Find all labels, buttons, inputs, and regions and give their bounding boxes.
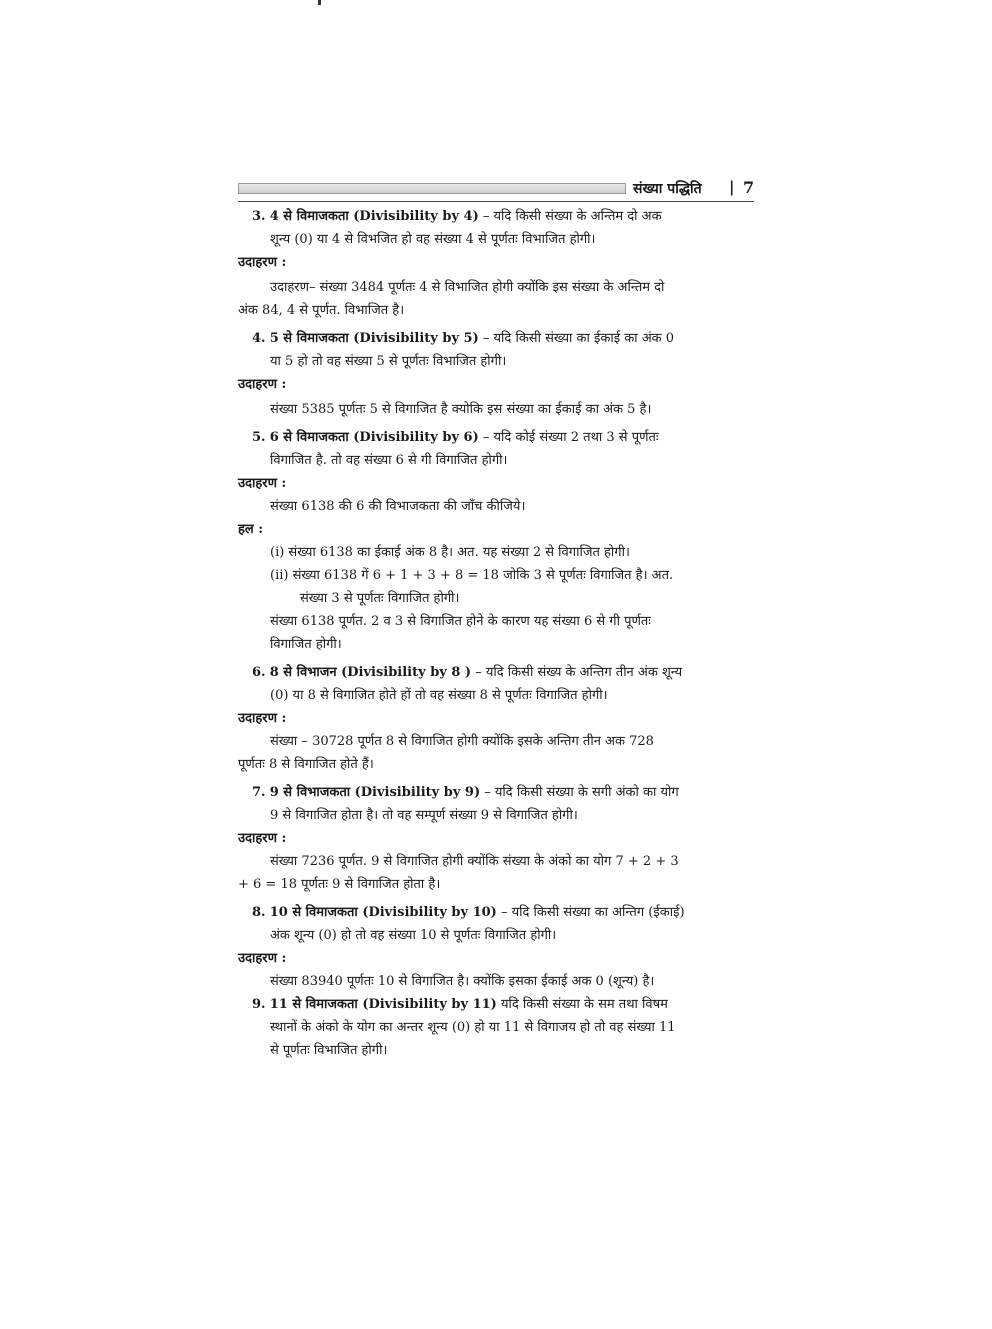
rule-text: – यदि किसी संख्या के अन्तिम दो अक [478, 209, 662, 224]
example-text: अंक 84, 4 से पूर्णत. विभाजित है। [238, 303, 405, 318]
example-label: उदाहरण : [238, 377, 287, 392]
example-label: उदाहरण : [238, 476, 287, 491]
example-label: उदाहरण : [238, 255, 287, 270]
header-decorative-bar [238, 183, 626, 194]
section-title: 10 से विमाजकता (Divisibility by 10) [269, 905, 497, 920]
example-text: संख्या 6138 की 6 की विभाजकता की जाँच कीजिये। [270, 499, 526, 514]
rule-text: – यदि किसी संख्य के अन्तिग तीन अंक शून्य [471, 665, 683, 680]
section-divisibility-10 [238, 901, 756, 993]
example-text: उदाहरण– संख्या 3484 पूर्णतः 4 से विभाजित होगी क्योंकि इस संख्या के अन्तिम दो [270, 280, 665, 295]
section-number: 5. [252, 430, 266, 445]
page-body [238, 205, 756, 1062]
rule-text: – यदि किसी संख्या का ईकाई का अंक 0 [478, 331, 675, 346]
section-divisibility-4 [238, 205, 756, 322]
section-number: 8. [252, 905, 266, 920]
example-text: संख्या 83940 पूर्णतः 10 से विगाजित है। क्योंकि इसका ईकाई अक 0 (शून्य) है। [270, 974, 655, 989]
rule-text: शून्य (0) या 4 से विभजित हो वह संख्या 4 से पूर्णतः विभाजित होगी। [270, 232, 596, 247]
rule-text: – यदि किसी संख्या के सगी अंको का योग [480, 785, 679, 800]
section-divisibility-9 [238, 781, 756, 896]
section-divisibility-8 [238, 661, 756, 776]
rule-text: विगाजित है. तो वह संख्या 6 से गी विगाजित होगी। [270, 453, 508, 468]
section-title: 6 से विमाजकता (Divisibility by 6) [269, 430, 479, 445]
example-text: + 6 = 18 पूर्णतः 9 से विगाजित होता है। [238, 877, 441, 892]
section-number: 3. [252, 209, 266, 224]
example-text: पूर्णतः 8 से विगाजित होते हैं। [238, 757, 374, 772]
section-title: 8 से विभाजन (Divisibility by 8 ) [269, 665, 472, 680]
solution-label: हल : [238, 522, 264, 537]
example-label: उदाहरण : [238, 831, 287, 846]
solution-step-ii: (ii) संख्या 6138 गें 6 + 1 + 3 + 8 = 18 जोकि 3 से पूर्णतः विगाजित है। अत. [270, 568, 674, 583]
conclusion-text: संख्या 6138 पूर्णत. 2 व 3 से विगाजित होने के कारण यह संख्या 6 से गी पूर्णतः [270, 614, 651, 629]
section-title: 9 से विभाजकता (Divisibility by 9) [269, 785, 481, 800]
header-rule [238, 201, 754, 202]
section-number: 6. [252, 665, 266, 680]
section-title: 4 से विमाजकता (Divisibility by 4) [269, 209, 479, 224]
header-separator: | [729, 178, 735, 196]
example-label: उदाहरण : [238, 951, 287, 966]
scan-artifact-mark [318, 0, 321, 5]
section-divisibility-6 [238, 426, 756, 656]
chapter-title: संख्या पद्धिति [633, 181, 702, 197]
rule-text: यदि किसी संख्या के सम तथा विषम [496, 997, 668, 1012]
section-divisibility-11 [238, 993, 756, 1062]
section-number: 7. [252, 785, 266, 800]
rule-text: या 5 हो तो वह संख्या 5 से पूर्णतः विभाजित होगी। [270, 354, 507, 369]
rule-text: – यदि कोई संख्या 2 तथा 3 से पूर्णतः [478, 430, 659, 445]
rule-text: स्थानों के अंको के योग का अन्तर शून्य (0) हो या 11 से विगाजय हो तो वह संख्या 11 [270, 1020, 676, 1035]
page-number: 7 [743, 178, 755, 197]
rule-text: (0) या 8 से विगाजित होते हों तो वह संख्या 8 से पूर्णतः विगाजित होगी। [270, 688, 608, 703]
rule-text: से पूर्णतः विभाजित होगी। [270, 1043, 388, 1058]
section-title: 11 से विमाजकता (Divisibility by 11) [269, 997, 497, 1012]
section-divisibility-5 [238, 327, 756, 421]
section-number: 9. [252, 997, 266, 1012]
section-title: 5 से विमाजकता (Divisibility by 5) [269, 331, 479, 346]
rule-text: – यदि किसी संख्या का अन्तिग (ईकाई) [496, 905, 685, 920]
solution-step-ii-cont: संख्या 3 से पूर्णतः विगाजित होगी। [300, 591, 460, 606]
conclusion-text: विगाजित होगी। [270, 637, 342, 652]
rule-text: 9 से विगाजित होता है। तो वह सम्पूर्ण संख्या 9 से विगाजित होगी। [270, 808, 578, 823]
section-number: 4. [252, 331, 266, 346]
solution-step-i: (i) संख्या 6138 का ईकाई अंक 8 है। अत. यह संख्या 2 से विगाजित होगी। [270, 545, 630, 560]
example-label: उदाहरण : [238, 711, 287, 726]
example-text: संख्या 7236 पूर्णत. 9 से विगाजित होगी क्योंकि संख्या के अंको का योग 7 + 2 + 3 [270, 854, 679, 869]
example-text: संख्या – 30728 पूर्णत 8 से विगाजित होगी क्योंकि इसके अन्तिग तीन अक 728 [270, 734, 654, 749]
rule-text: अंक शून्य (0) हो तो वह संख्या 10 से पूर्णतः विगाजित होगी। [270, 928, 557, 943]
running-header [238, 178, 754, 200]
example-text: संख्या 5385 पूर्णतः 5 से विगाजित है क्योकि इस संख्या का ईकाई का अंक 5 है। [270, 402, 652, 417]
